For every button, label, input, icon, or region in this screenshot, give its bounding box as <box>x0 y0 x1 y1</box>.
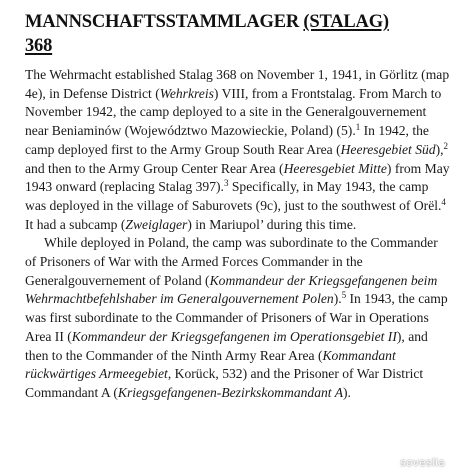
text-run: ) from May 1943 onward (replacing Stalag 397). <box>25 160 450 195</box>
italic-term: Heeresgebiet Mitte <box>283 160 387 176</box>
watermark-logo: soveslia <box>400 457 445 469</box>
paragraph-1 <box>25 66 450 234</box>
text-run: It had a subcamp ( <box>25 216 126 232</box>
section-heading <box>25 10 445 58</box>
italic-term: Kommandeur der Kriegsgefangenen im Operationsgebiet II <box>71 328 397 344</box>
footnote-ref[interactable]: 3 <box>223 178 229 189</box>
text-run: ), and then to the Commander of the Ninth Army Rear Area ( <box>25 328 428 363</box>
italic-term: Wehrkreis <box>159 85 214 101</box>
italic-term: Zweiglager <box>125 216 188 232</box>
italic-term: Kommandant rückwärtiges Armeegebiet <box>25 347 396 382</box>
italic-term: Heeresgebiet Süd <box>340 141 436 157</box>
heading-stalag-underlined: (STALAG) <box>303 12 389 32</box>
text-run: Specifically, in May 1943, the camp was deployed in the village of Saburovets (9c), just to the southwest of Orël. <box>25 179 442 213</box>
text-run: ). <box>343 384 351 400</box>
paragraph-2 <box>25 234 450 402</box>
heading-text: MANNSCHAFTSSTAMMLAGER <box>25 12 304 32</box>
article-body <box>25 66 450 403</box>
text-run: The Wehrmacht established Stalag 368 on November 1, 1941, in Görlitz (map 4e), in Defense District ( <box>25 67 450 101</box>
text-run: , Korück, 532) and the Prisoner of War District Commandant A ( <box>25 366 424 400</box>
text-run: In 1942, the camp deployed first to the Army Group South Rear Area ( <box>25 123 429 157</box>
heading-number: 368 <box>25 36 53 56</box>
footnote-ref[interactable]: 1 <box>355 122 361 133</box>
footnote-ref[interactable]: 2 <box>443 140 449 151</box>
text-run: ). <box>333 291 342 307</box>
footnote-ref[interactable]: 4 <box>441 196 446 207</box>
italic-term: Kriegsgefangenen-Bezirkskommandant A <box>117 384 344 400</box>
text-run: While deployed in Poland, the camp was subordinate to the Commander of Prisoners of War with the Armed Forces Commander in the Generalgouvernement of Poland ( <box>25 235 438 288</box>
text-run: and then to the Army Group Center Rear Area ( <box>25 160 284 176</box>
text-run: ), <box>435 141 444 157</box>
text-run: ) VIII, from a Frontstalag. From March to November 1942, the camp deployed to a site in the Generalgouvernement near Beniaminów (Województwo Mazowieckie, Poland) (5). <box>25 85 442 139</box>
text-run: ) in Mariupol’ during this time. <box>187 216 357 232</box>
text-run: In 1943, the camp was first subordinate to the Commander of Prisoners of War in Operations Area II ( <box>25 291 448 344</box>
footnote-ref[interactable]: 5 <box>341 290 347 301</box>
italic-term: Kommandeur der Kriegsgefangenen beim Wehrmachtbefehlshaber im Generalgouvernement Polen <box>25 272 438 307</box>
